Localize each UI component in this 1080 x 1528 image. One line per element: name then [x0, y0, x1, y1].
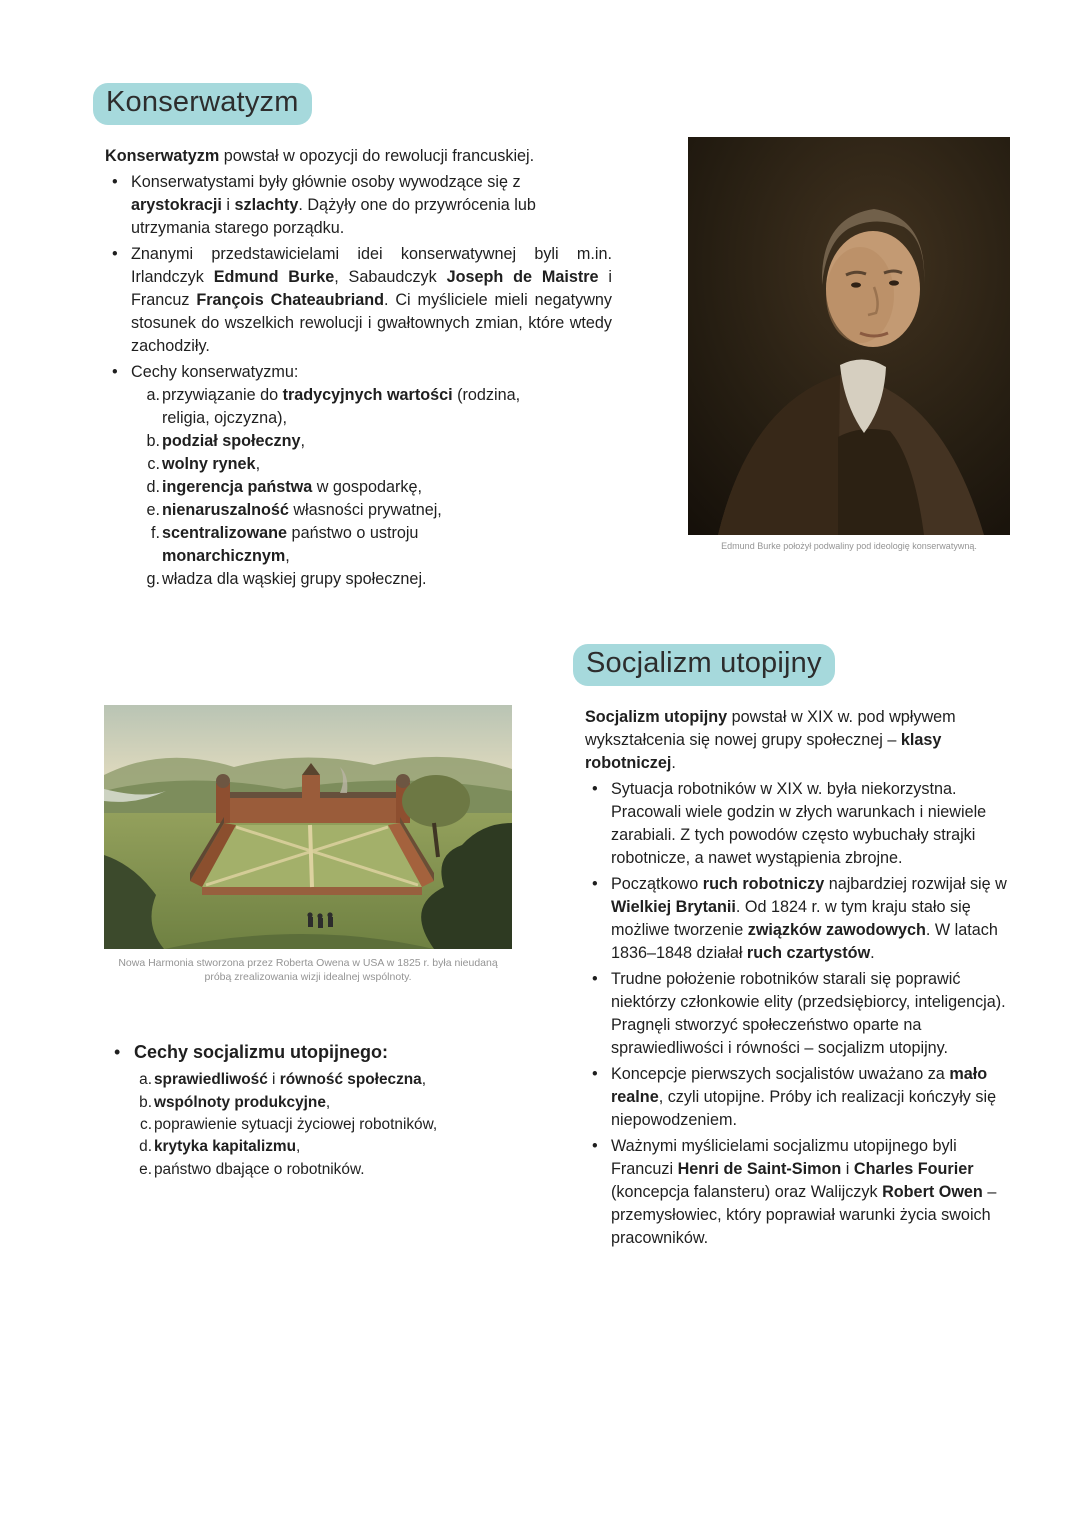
feature-item: [143, 430, 612, 453]
harmony-caption: Nowa Harmonia stworzona przez Roberta Owena w USA w 1825 r. była nieudaną próbą zrealizowania wizji idealnej wspólnoty.: [118, 957, 498, 984]
feature-letter: a.: [146, 386, 160, 404]
feature-item: [136, 1114, 578, 1136]
conservatism-bullet-list: [105, 171, 612, 591]
feature-text: władza dla wąskiej grupy społecznej.: [162, 570, 427, 588]
burke-portrait-figure: [688, 137, 1010, 552]
feature-letter: e.: [139, 1160, 152, 1178]
feature-item: [136, 1136, 578, 1158]
feature-text: ingerencja państwa w gospodarkę,: [162, 478, 423, 496]
bullet-item: • Znanymi przedstawicielami idei konserwatywnej byli m.in. Irlandczyk Edmund Burke, Sabaudczyk Joseph de Maistre i Francuz François Chateaubriand. Ci myśliciele mieli negatywny stosunek do wszelkich rewolucji i gwałtownych zmian, które wtedy zachodziły.: [105, 243, 612, 358]
feature-letter: f.: [151, 524, 160, 542]
socialism-intro: Socjalizm utopijny powstał w XIX w. pod wpływem wykształcenia się nowej grupy społecznej – klasy robotniczej.: [585, 708, 956, 772]
socialism-bullet-list: [585, 778, 1022, 1250]
bullet-item: • Sytuacja robotników w XIX w. była niekorzystna. Pracowali wiele godzin w złych warunkach i niewiele zarabiali. Z tych powodów często wybuchały strajki robotnicze, a nawet wystąpienia zbrojne.: [585, 778, 1022, 870]
feature-item: [136, 1069, 578, 1091]
section-utopian-socialism: [585, 643, 1022, 1253]
feature-letter: e.: [146, 501, 160, 519]
bullet-item: • Konserwatystami były głównie osoby wywodzące się z arystokracji i szlachty. Dążyły one do przywrócenia lub utrzymania starego porządku.: [105, 171, 612, 240]
feature-letter: g.: [146, 570, 160, 588]
feature-letter: b.: [139, 1093, 152, 1111]
bullet-item: • Ważnymi myślicielami socjalizmu utopijnego byli Francuzi Henri de Saint-Simon i Charles Fourier (koncepcja falansteru) oraz Walijczyk Robert Owen – przemysłowiec, który poprawiał warunki życia swoich pracowników.: [585, 1135, 1022, 1250]
feature-text: nienaruszalność własności prywatnej,: [162, 501, 442, 519]
socialism-feature-list: [108, 1069, 578, 1181]
feature-letter: b.: [146, 432, 160, 450]
new-harmony-image: [104, 705, 512, 949]
bullet-item: • Koncepcje pierwszych socjalistów uważano za mało realne, czyli utopijne. Próby ich realizacji kończyły się niepowodzeniem.: [585, 1063, 1022, 1132]
burke-portrait-image: [688, 137, 1010, 535]
socialism-heading: [573, 643, 1022, 686]
feature-text: wolny rynek,: [162, 455, 261, 473]
bullet-item: • Trudne położenie robotników starali się poprawić niektórzy członkowie elity (przedsiębiorcy, inteligencja). Pragnęli stworzyć społeczeństwo oparte na sprawiedliwości i równości – socjalizm utopijny.: [585, 968, 1022, 1060]
feature-item: [143, 568, 612, 591]
conservatism-heading-highlight: Konserwatyzm: [93, 83, 312, 125]
burke-caption: Edmund Burke położył podwaliny pod ideologię konserwatywną.: [721, 541, 977, 551]
socialism-features-label: • Cechy socjalizmu utopijnego:: [108, 1040, 578, 1065]
feature-item: [136, 1092, 578, 1114]
feature-text: scentralizowane państwo o ustroju monarchicznym,: [162, 524, 419, 565]
feature-letter: a.: [139, 1071, 152, 1089]
feature-letter: c.: [147, 455, 160, 473]
feature-text: poprawienie sytuacji życiowej robotników,: [154, 1115, 438, 1133]
socialism-heading-highlight: Socjalizm utopijny: [573, 644, 835, 686]
feature-item: [143, 476, 612, 499]
feature-item: [143, 499, 612, 522]
feature-text: wspólnoty produkcyjne,: [154, 1093, 331, 1111]
feature-letter: c.: [140, 1115, 152, 1133]
feature-letter: d.: [146, 478, 160, 496]
conservatism-features-label: Cechy konserwatyzmu:: [131, 363, 299, 381]
socialism-features-block: [108, 1040, 578, 1181]
feature-item: [143, 453, 612, 476]
feature-text: krytyka kapitalizmu,: [154, 1138, 301, 1156]
feature-item: [143, 384, 612, 430]
conservatism-intro: Konserwatyzm powstał w opozycji do rewolucji francuskiej.: [105, 147, 535, 165]
feature-text: podział społeczny,: [162, 432, 306, 450]
feature-item: [143, 522, 612, 568]
conservatism-heading: [93, 82, 612, 125]
bullet-item: [105, 361, 612, 591]
feature-text: państwo dbające o robotników.: [154, 1160, 365, 1178]
feature-item: [136, 1159, 578, 1181]
conservatism-feature-list: [131, 384, 612, 591]
feature-letter: d.: [139, 1138, 152, 1156]
new-harmony-figure: [104, 705, 512, 984]
section-conservatism: [105, 82, 612, 594]
feature-text: sprawiedliwość i równość społeczna,: [154, 1071, 427, 1089]
bullet-item: • Początkowo ruch robotniczy najbardziej rozwijał się w Wielkiej Brytanii. Od 1824 r. w tym kraju stało się możliwe tworzenie związków zawodowych. W latach 1836–1848 działał ruch czartystów.: [585, 873, 1022, 965]
feature-text: przywiązanie do tradycyjnych wartości (rodzina, religia, ojczyzna),: [162, 386, 521, 427]
